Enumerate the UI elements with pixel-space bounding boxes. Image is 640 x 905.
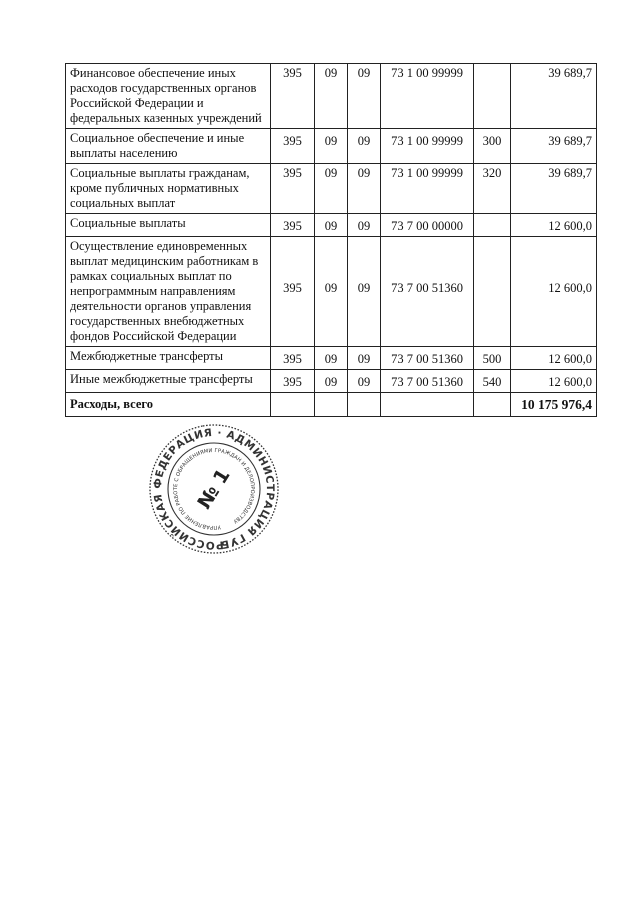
row-rz: 09	[315, 64, 348, 129]
row-rz: 09	[315, 370, 348, 393]
row-sum: 39 689,7	[511, 164, 597, 214]
total-row	[66, 393, 597, 417]
empty-cell	[315, 393, 348, 417]
row-rz: 09	[315, 237, 348, 347]
row-vr: 540	[474, 370, 511, 393]
table-row	[66, 347, 597, 370]
row-sum: 12 600,0	[511, 214, 597, 237]
row-vr	[474, 64, 511, 129]
row-rz: 09	[315, 164, 348, 214]
row-name: Осуществление единовременных выплат медицинским работникам в рамках социальных выплат по непрограммным направлениям деятельности органов управления государственных внебюджетных фондов Российской Федерации	[66, 237, 271, 347]
empty-cell	[271, 393, 315, 417]
row-sum: 12 600,0	[511, 347, 597, 370]
table-row	[66, 237, 597, 347]
row-pr: 09	[348, 64, 381, 129]
row-pr: 09	[348, 164, 381, 214]
row-name: Социальные выплаты гражданам, кроме публичных нормативных социальных выплат	[66, 164, 271, 214]
row-rz: 09	[315, 347, 348, 370]
row-csr: 73 1 00 99999	[381, 129, 474, 164]
row-vr	[474, 214, 511, 237]
row-csr: 73 1 00 99999	[381, 164, 474, 214]
row-vr	[474, 237, 511, 347]
row-rz: 09	[315, 214, 348, 237]
total-sum: 10 175 976,4	[511, 393, 597, 417]
stamp-outer-text: РОССИЙСКАЯ ФЕДЕРАЦИЯ · АДМИНИСТРАЦИЯ ГУБЕРНАТОРА	[151, 426, 277, 552]
row-sum: 12 600,0	[511, 237, 597, 347]
row-vr: 500	[474, 347, 511, 370]
row-pr: 09	[348, 129, 381, 164]
row-sum: 39 689,7	[511, 129, 597, 164]
budget-table	[65, 63, 597, 417]
empty-cell	[348, 393, 381, 417]
row-name: Социальные выплаты	[66, 214, 271, 237]
row-pr: 09	[348, 214, 381, 237]
row-ved: 395	[271, 237, 315, 347]
table-row	[66, 214, 597, 237]
table-row	[66, 370, 597, 393]
table-row	[66, 64, 597, 129]
empty-cell	[381, 393, 474, 417]
table-row	[66, 164, 597, 214]
row-ved: 395	[271, 347, 315, 370]
empty-cell	[474, 393, 511, 417]
row-csr: 73 7 00 51360	[381, 370, 474, 393]
row-csr: 73 7 00 51360	[381, 347, 474, 370]
row-sum: 39 689,7	[511, 64, 597, 129]
row-pr: 09	[348, 237, 381, 347]
row-name: Межбюджетные трансферты	[66, 347, 271, 370]
stamp-inner-text: УПРАВЛЕНИЕ ПО РАБОТЕ С ОБРАЩЕНИЯМИ ГРАЖДАН И ДЕЛОПРОИЗВОДСТВУ	[172, 447, 256, 531]
table-row	[66, 129, 597, 164]
row-pr: 09	[348, 347, 381, 370]
row-ved: 395	[271, 370, 315, 393]
row-sum: 12 600,0	[511, 370, 597, 393]
row-csr: 73 1 00 99999	[381, 64, 474, 129]
row-vr: 320	[474, 164, 511, 214]
row-ved: 395	[271, 129, 315, 164]
official-stamp	[148, 423, 280, 555]
row-name: Социальное обеспечение и иные выплаты населению	[66, 129, 271, 164]
row-ved: 395	[271, 64, 315, 129]
row-rz: 09	[315, 129, 348, 164]
row-csr: 73 7 00 00000	[381, 214, 474, 237]
row-ved: 395	[271, 164, 315, 214]
row-csr: 73 7 00 51360	[381, 237, 474, 347]
total-label: Расходы, всего	[66, 393, 271, 417]
row-name: Иные межбюджетные трансферты	[66, 370, 271, 393]
row-vr: 300	[474, 129, 511, 164]
row-ved: 395	[271, 214, 315, 237]
row-name: Финансовое обеспечение иных расходов государственных органов Российской Федерации и федеральных казенных учреждений	[66, 64, 271, 129]
row-pr: 09	[348, 370, 381, 393]
stamp-number: № 1	[193, 465, 235, 513]
